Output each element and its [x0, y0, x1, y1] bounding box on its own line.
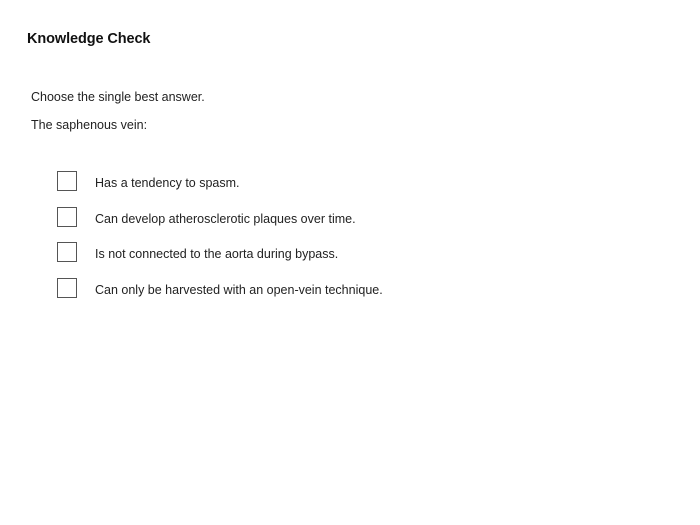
page-title: Knowledge Check — [27, 31, 151, 47]
answer-option-4[interactable] — [57, 276, 383, 300]
answer-checkbox-4[interactable] — [57, 278, 77, 298]
answer-label-4[interactable]: Can only be harvested with an open-vein technique. — [95, 282, 383, 297]
answer-checkbox-3[interactable] — [57, 242, 77, 262]
answer-option-2[interactable] — [57, 205, 383, 229]
answer-option-3[interactable] — [57, 240, 383, 264]
answer-option-1[interactable] — [57, 169, 383, 193]
answer-checkbox-2[interactable] — [57, 207, 77, 227]
answer-checkbox-1[interactable] — [57, 171, 77, 191]
answer-label-1[interactable]: Has a tendency to spasm. — [95, 176, 240, 190]
answer-options-list — [57, 169, 383, 311]
question-text: The saphenous vein: — [31, 118, 148, 132]
answer-label-2[interactable]: Can develop atherosclerotic plaques over time. — [95, 211, 356, 226]
instruction-text: Choose the single best answer. — [31, 90, 205, 104]
answer-label-3[interactable]: Is not connected to the aorta during bypass. — [95, 247, 339, 261]
